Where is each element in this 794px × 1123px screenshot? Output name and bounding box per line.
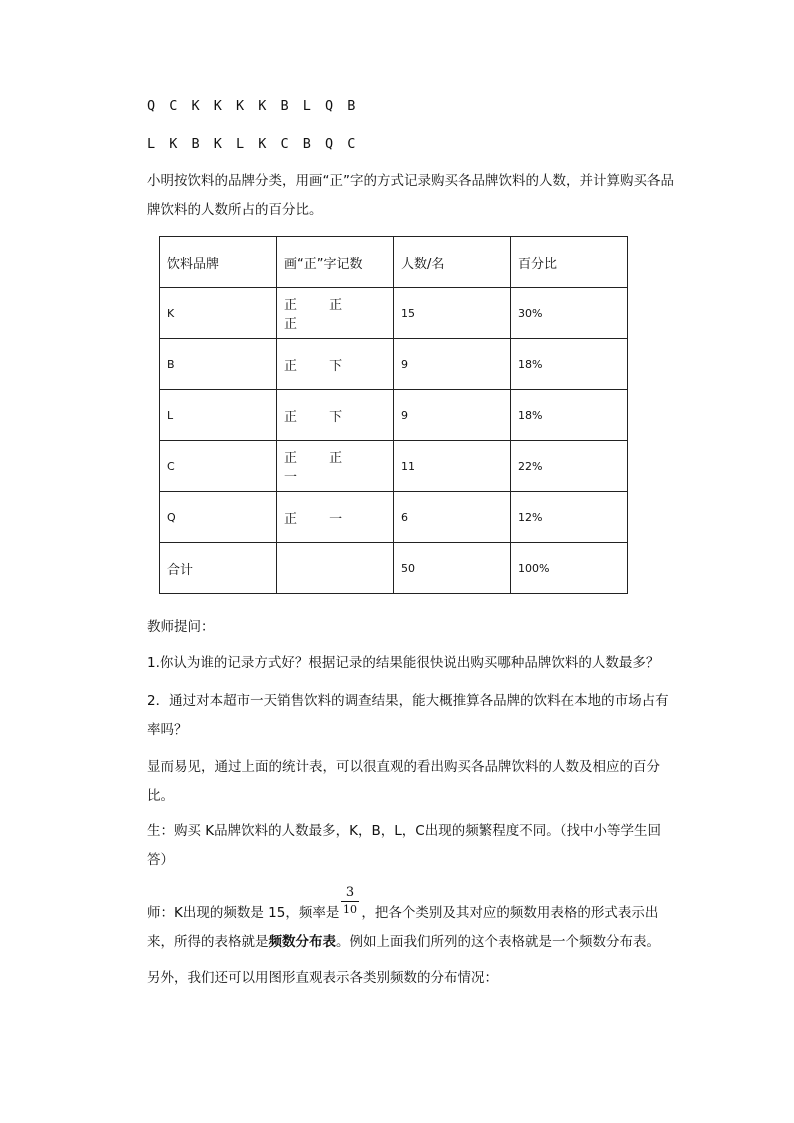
table-row: [160, 390, 628, 441]
table-row: [160, 492, 628, 543]
cell-count: 9: [394, 390, 511, 441]
cell-count: 9: [394, 339, 511, 390]
question-2: 2．通过对本超市一天销售饮料的调查结果，能大概推算各品牌的饮料在本地的市场占有率吗？: [147, 693, 669, 738]
fraction-numerator: 3: [345, 885, 355, 900]
cell-percent: 100%: [511, 543, 628, 594]
cell-brand: B: [160, 339, 277, 390]
cell-percent: 30%: [511, 288, 628, 339]
table-row: [160, 339, 628, 390]
cell-tally: [277, 543, 394, 594]
cell-tally: 正 下: [277, 390, 394, 441]
question-1: 1.你认为谁的记录方式好？根据记录的结果能很快说出购买哪种品牌饮料的人数最多？: [147, 655, 660, 671]
cell-count: 11: [394, 441, 511, 492]
intro-paragraph: [147, 167, 675, 225]
header-brand: 饮料品牌: [160, 237, 277, 288]
cell-count: 50: [394, 543, 511, 594]
cell-brand: K: [160, 288, 277, 339]
header-percent: 百分比: [511, 237, 628, 288]
frequency-table-term: 频数分布表: [268, 934, 336, 950]
intro-text: 小明按饮料的品牌分类，用画“正”字的方式记录购买各品牌饮料的人数，并计算购买各品牌饮料的人数所占的百分比。: [147, 173, 674, 218]
cell-percent: 22%: [511, 441, 628, 492]
teacher-answer-pre: 师：K出现的频数是 15，频率是: [147, 905, 340, 921]
obvious-paragraph: 显而易见，通过上面的统计表，可以很直观的看出购买各品牌饮料的人数及相应的百分比。: [147, 759, 660, 804]
table-total-row: [160, 543, 628, 594]
cell-count: 15: [394, 288, 511, 339]
table-row: [160, 441, 628, 492]
teacher-answer: [147, 899, 675, 957]
letters-row-2: L K B K L K C B Q C: [147, 136, 356, 152]
cell-tally: 正 正 一: [277, 441, 394, 492]
cell-percent: 18%: [511, 339, 628, 390]
fraction-denominator: 10: [343, 903, 357, 916]
teacher-answer-post: ，把各个类别及其对应的频数用表格的形式表示出来，所得的表格就是: [147, 905, 659, 950]
frequency-table: [159, 236, 628, 594]
header-tally: 画“正”字记数: [277, 237, 394, 288]
header-count: 人数/名: [394, 237, 511, 288]
cell-count: 6: [394, 492, 511, 543]
cell-brand: C: [160, 441, 277, 492]
cell-brand: L: [160, 390, 277, 441]
cell-percent: 18%: [511, 390, 628, 441]
teacher-ask-label: 教师提问：: [147, 619, 215, 635]
table-header-row: [160, 237, 628, 288]
student-answer: 生：购买 K品牌饮料的人数最多，K，B，L，C出现的频繁程度不同。（找中小等学生回答）: [147, 823, 661, 868]
cell-brand: Q: [160, 492, 277, 543]
cell-tally: 正 一: [277, 492, 394, 543]
table-row: [160, 288, 628, 339]
teacher-answer-end: 。例如上面我们所列的这个表格就是一个频数分布表。: [336, 934, 660, 950]
cell-total-label: 合计: [160, 543, 277, 594]
letters-row-1: Q C K K K K B L Q B: [147, 98, 356, 114]
cell-percent: 12%: [511, 492, 628, 543]
also-paragraph: 另外，我们还可以用图形直观表示各类别频数的分布情况：: [147, 970, 498, 986]
cell-tally: 正 正 正: [277, 288, 394, 339]
cell-tally: 正 下: [277, 339, 394, 390]
